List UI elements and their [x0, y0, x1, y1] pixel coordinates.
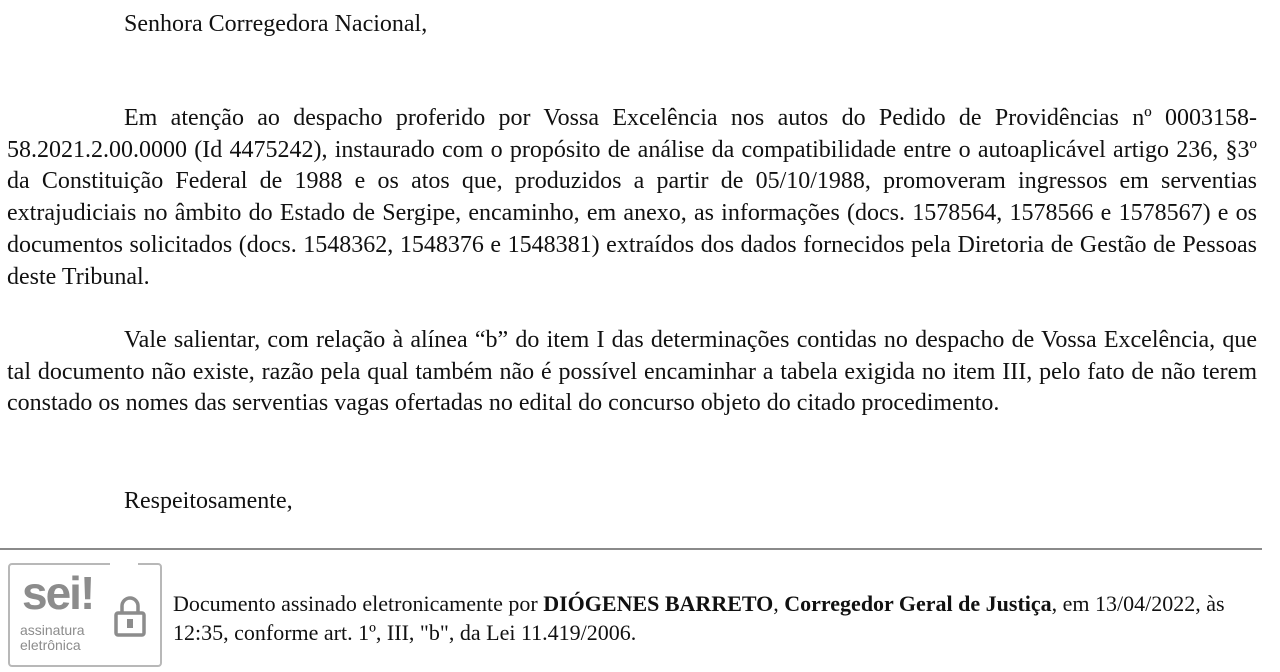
seal-notch	[110, 562, 138, 566]
signature-prefix: Documento assinado eletronicamente por	[173, 591, 544, 616]
signature-statement	[173, 589, 1263, 647]
closing: Respeitosamente,	[124, 488, 293, 514]
signature-divider	[0, 548, 1262, 550]
signer-name: DIÓGENES BARRETO	[543, 591, 774, 616]
seal-caption-line-2: eletrônica	[20, 637, 81, 653]
signature-suffix: , em 13/04/2022, às 12:35, conforme art. 1º, III, "b", da Lei 11.419/2006.	[173, 591, 1225, 645]
paragraph-request-info: Em atenção ao despacho proferido por Vossa Excelência nos autos do Pedido de Providências nº 0003158-58.2021.2.00.0000 (Id 4475242), instaurado com o propósito de análise da compatibilidade entre o autoaplicável artigo 236, §3º da Constituição Federal de 1988 e os atos que, produzidos a partir de 05/10/1988, promoveram ingressos em serventias extrajudiciais no âmbito do Estado de Sergipe, encaminho, em anexo, as informações (docs. 1578564, 1578566 e 1578567) e os documentos solicitados (docs. 1548362, 1548376 e 1548381) extraídos dos dados fornecidos pela Diretoria de Gestão de Pessoas deste Tribunal.	[7, 105, 1257, 290]
salutation: Senhora Corregedora Nacional,	[124, 11, 428, 37]
signature-separator: ,	[773, 591, 785, 616]
electronic-signature-seal	[8, 563, 162, 667]
seal-caption	[20, 623, 106, 653]
seal-caption-line-1: assinatura	[20, 622, 85, 638]
paragraph-clarification: Vale salientar, com relação à alínea “b” do item I das determinações contidas no despacho de Vossa Excelência, que tal documento não existe, razão pela qual também não é possível encaminhar a tabela exigida no item III, pelo fato de não terem constado os nomes das serventias vagas ofertadas no edital do concurso objeto do citado procedimento.	[7, 327, 1257, 417]
signer-role: Corregedor Geral de Justiça	[784, 591, 1052, 616]
sei-logo: sei!	[22, 567, 94, 619]
lock-icon	[114, 595, 146, 637]
